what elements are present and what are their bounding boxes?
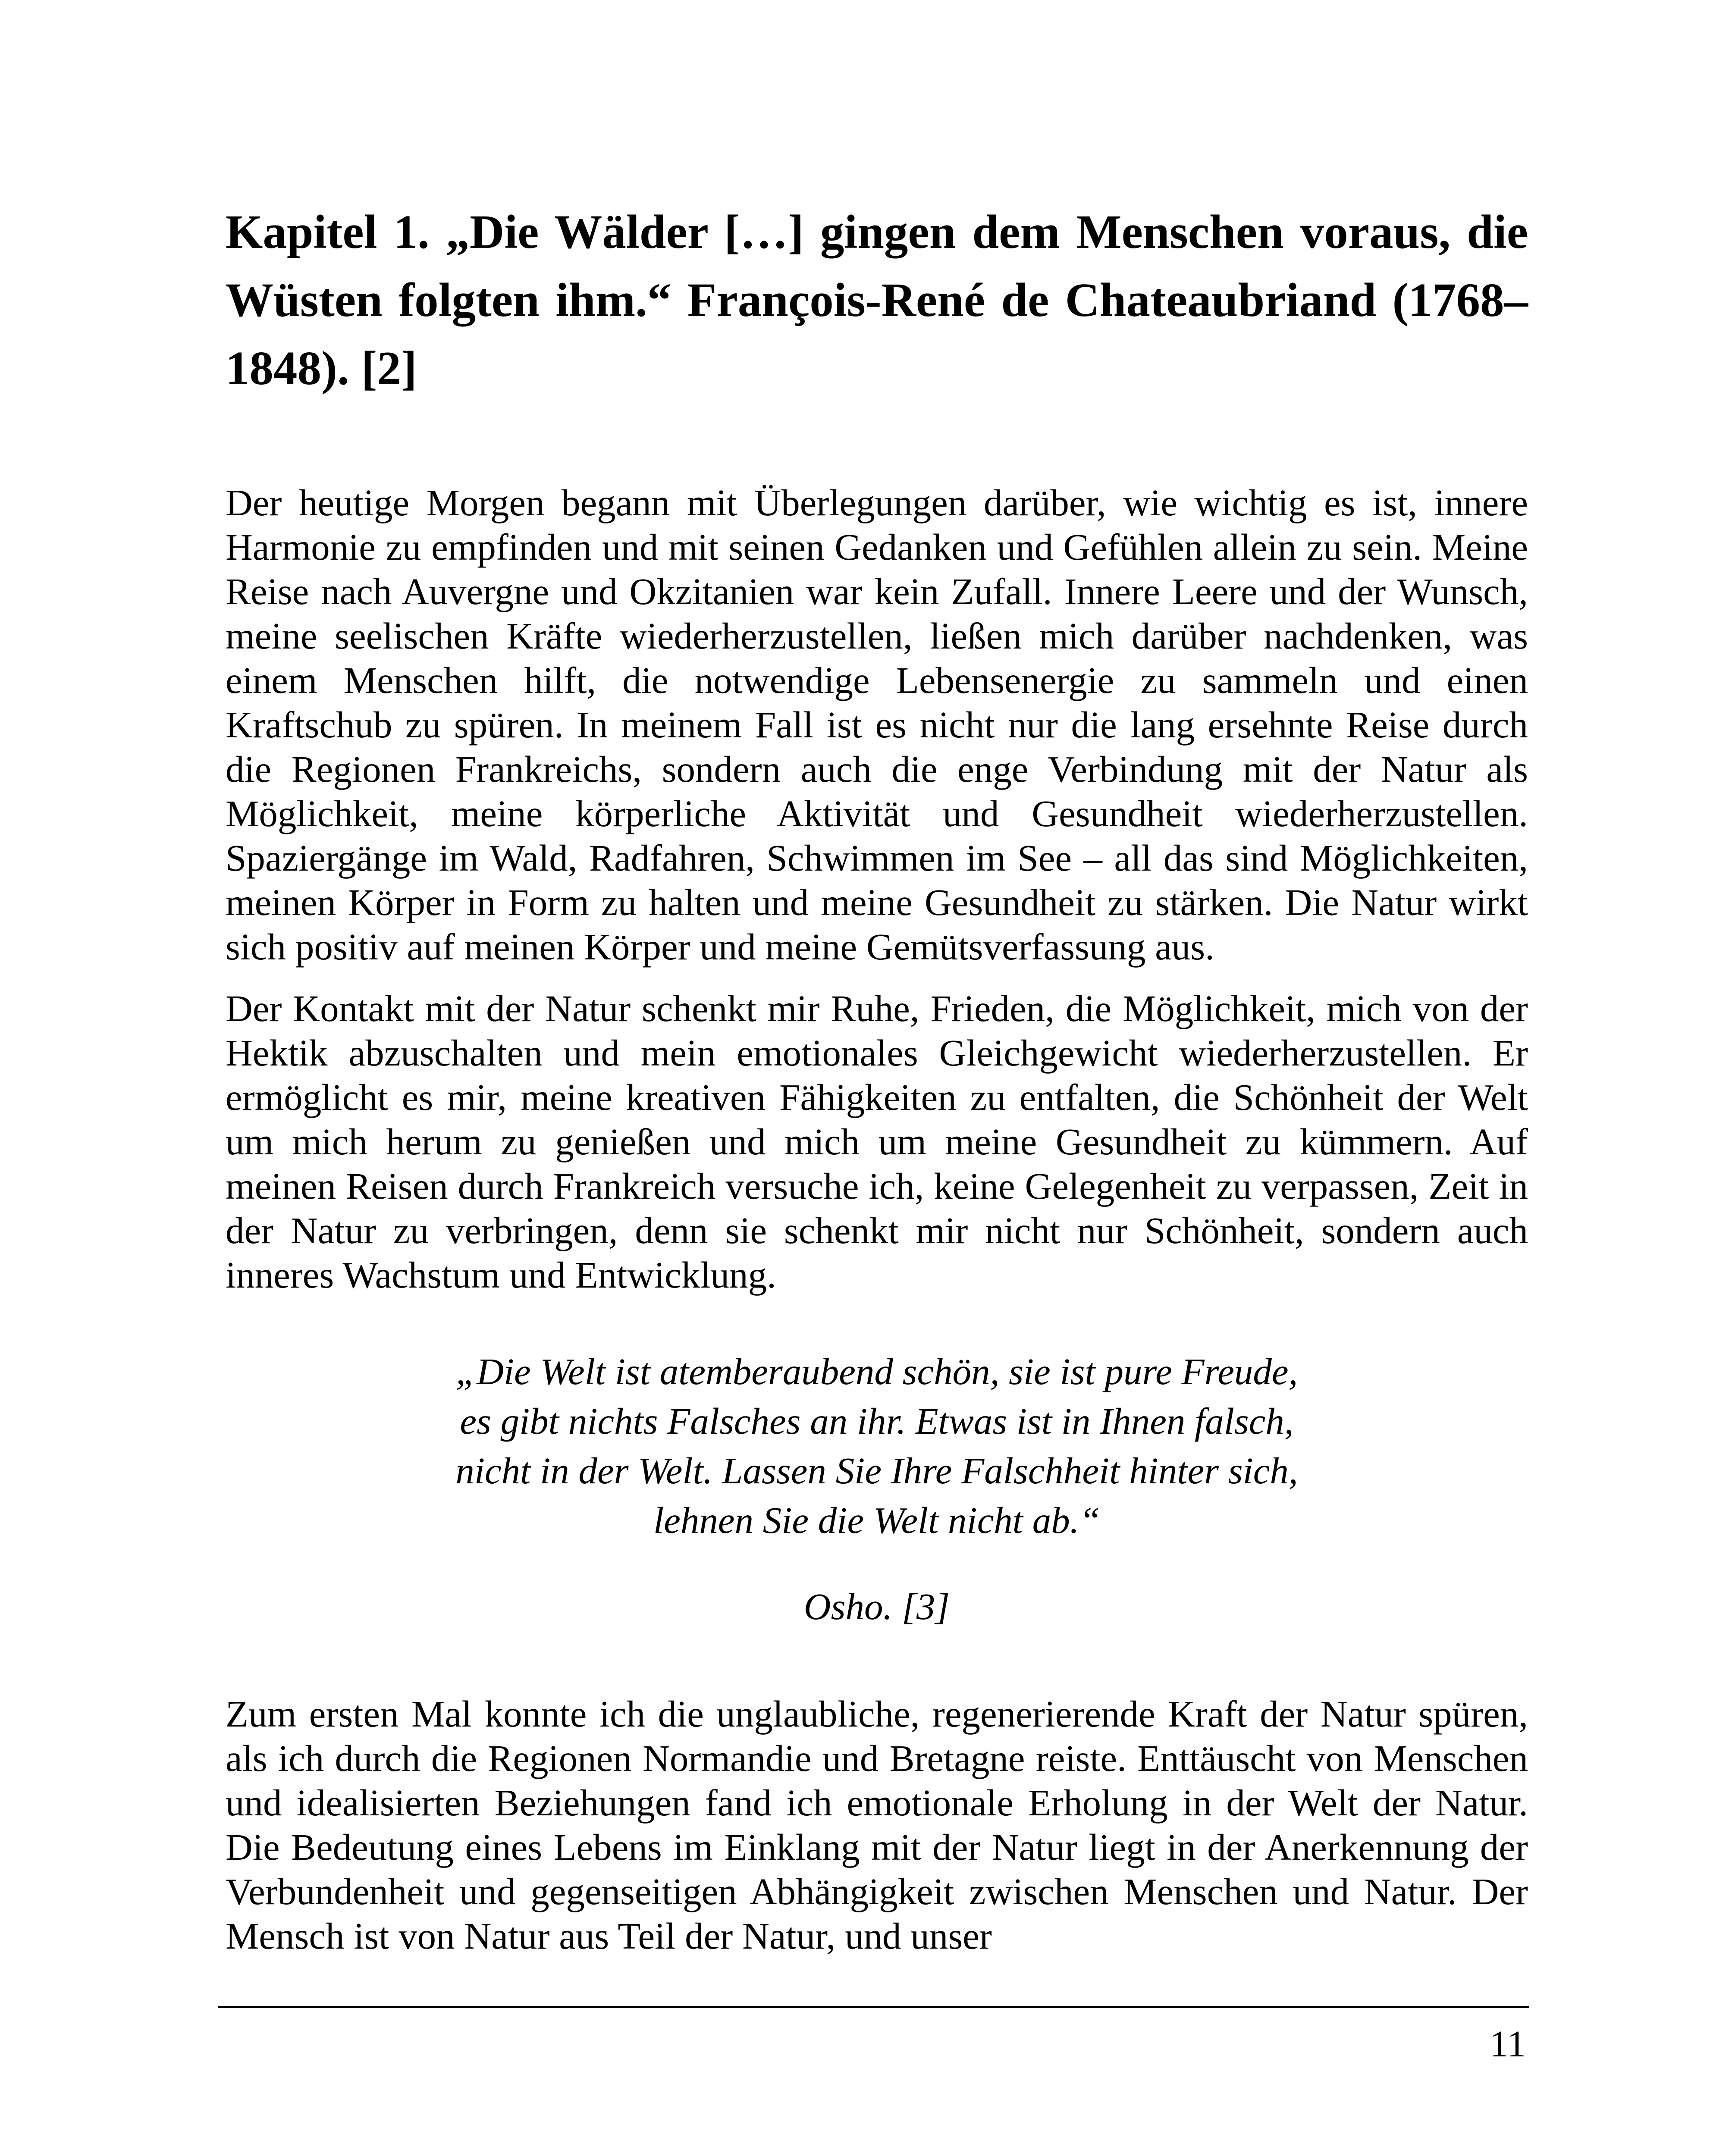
- quote-author: Osho. [3]: [803, 1586, 950, 1627]
- body-paragraph: Der Kontakt mit der Natur schenkt mir Ruhe, Frieden, die Möglichkeit, mich von der Hektik abzuschalten und mein emotionales Gleichgewicht wiederherzustellen. Er ermöglicht es mir, meine kreativen Fähigkeiten zu entfalten, die Schönheit der Welt um mich herum zu genießen und mich um meine Gesundheit zu kümmern. Auf meinen Reisen durch Frankreich versuche ich, keine Gelegenheit zu verpassen, Zeit in der Natur zu verbringen, denn sie schenkt mir nicht nur Schönheit, sondern auch inneres Wachstum und Entwicklung.: [226, 987, 1528, 1296]
- page-content: [226, 198, 1528, 1958]
- quote-line: „Die Welt ist atemberaubend schön, sie ist pure Freude,: [455, 1351, 1298, 1392]
- quote-line: lehnen Sie die Welt nicht ab.“: [653, 1499, 1100, 1541]
- quote-line: es gibt nichts Falsches an ihr. Etwas ist in Ihnen falsch,: [460, 1400, 1294, 1442]
- quote-line: nicht in der Welt. Lassen Sie Ihre Falschheit hinter sich,: [455, 1450, 1298, 1492]
- body-paragraph: Zum ersten Mal konnte ich die unglaubliche, regenerierende Kraft der Natur spüren, als ich durch die Regionen Normandie und Bretagne reiste. Enttäuscht von Menschen und idealisierten Beziehungen fand ich emotionale Erholung in der Welt der Natur. Die Bedeutung eines Lebens im Einklang mit der Natur liegt in der Anerkennung der Verbundenheit und gegenseitigen Abhängigkeit zwischen Menschen und Natur. Der Mensch ist von Natur aus Teil der Natur, und unser: [226, 1693, 1528, 1957]
- footer-divider: [218, 2006, 1529, 2008]
- body-paragraph: Der heutige Morgen begann mit Überlegungen darüber, wie wichtig es ist, innere Harmonie zu empfinden und mit seinen Gedanken und Gefühlen allein zu sein. Meine Reise nach Auvergne und Okzitanien war kein Zufall. Innere Leere und der Wunsch, meine seelischen Kräfte wiederherzustellen, ließen mich darüber nachdenken, was einem Menschen hilft, die notwendige Lebensenergie zu sammeln und einen Kraftschub zu spüren. In meinem Fall ist es nicht nur die lang ersehnte Reise durch die Regionen Frankreichs, sondern auch die enge Verbindung mit der Natur als Möglichkeit, meine körperliche Aktivität und Gesundheit wiederherzustellen. Spaziergänge im Wald, Radfahren, Schwimmen im See – all das sind Möglichkeiten, meinen Körper in Form zu halten und meine Gesundheit zu stärken. Die Natur wirkt sich positiv auf meinen Körper und meine Gemütsverfassung aus.: [226, 482, 1528, 968]
- epigraph-quote: [226, 1347, 1528, 1631]
- page-number: 11: [1490, 2023, 1526, 2065]
- chapter-title: Kapitel 1. „Die Wälder […] gingen dem Menschen voraus, die Wüsten folgten ihm.“ François-René de Chateaubriand (1768–1848). [2]: [226, 206, 1528, 395]
